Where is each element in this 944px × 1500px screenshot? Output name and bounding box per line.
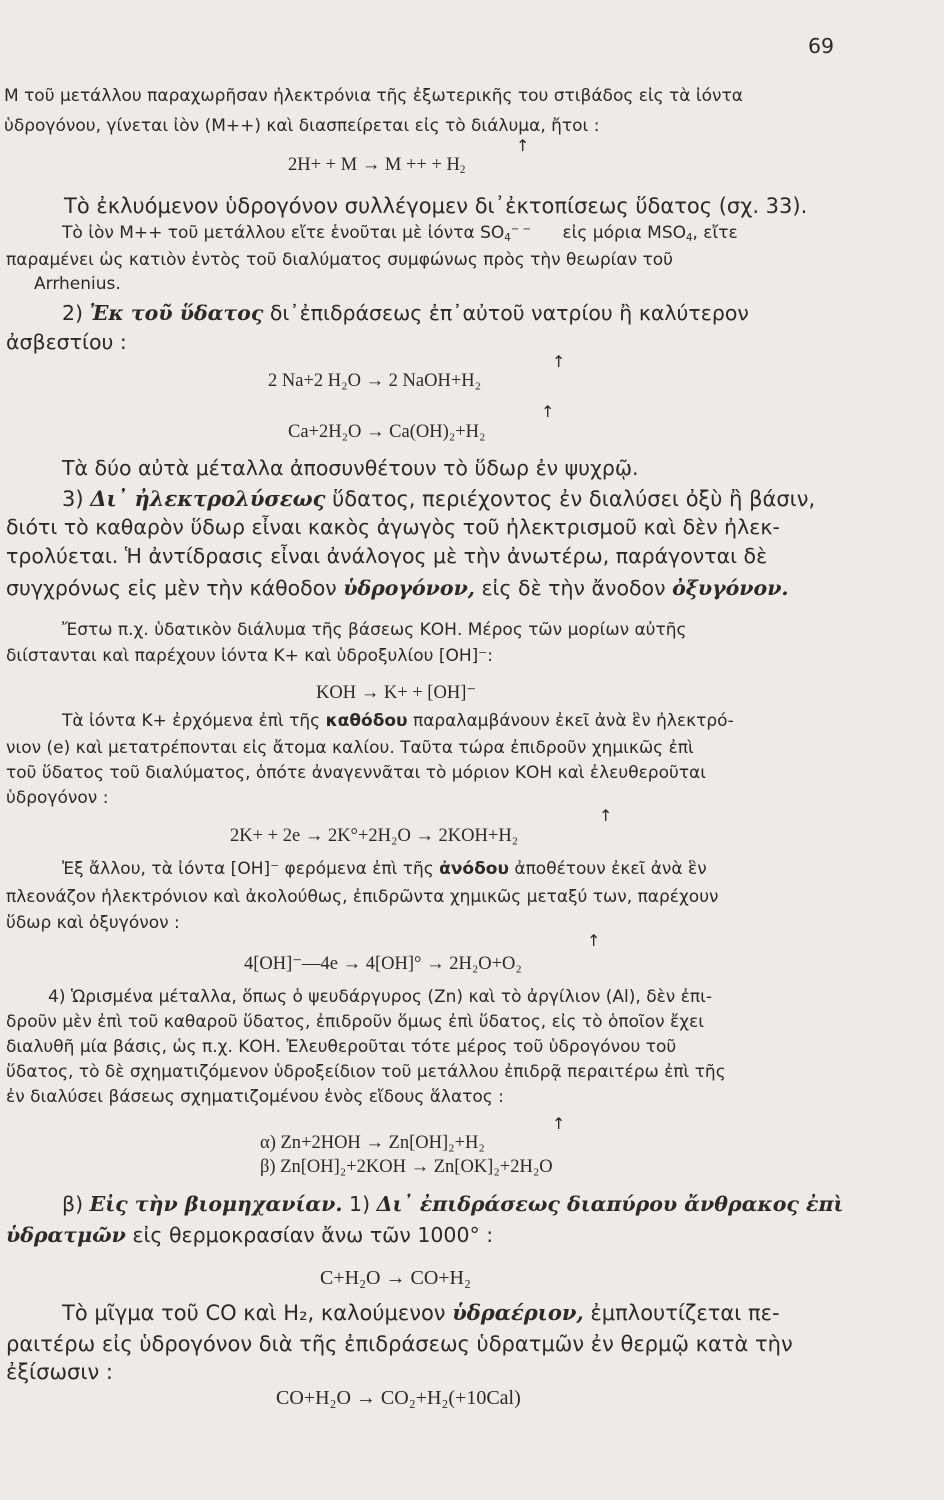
text-line: δροῦν μὲν ἐπὶ τοῦ καθαροῦ ὕδατος, ἐπιδροῦν ὅμως ἐπὶ ὕδατος, εἰς τὸ ὁποῖον ἔχει	[6, 1012, 705, 1032]
equation: 4[OH]⁻—4e → 4[OH]° → 2H₂O+O₂	[244, 954, 522, 974]
equation: α) Zn+2HOH → Zn[OH]₂+H₂	[260, 1133, 485, 1153]
text-line: β) Εἰς τὴν βιομηχανίαν. 1) Δι᾽ ἐπιδράσεως διαπύρου ἄνθρακος ἐπὶ	[62, 1192, 844, 1216]
equation: 2H+ + M → M ++ + $H_2$	[288, 155, 466, 176]
text-line: ὑδρογόνου, γίνεται ἰὸν (Μ++) καὶ διασπείρεται εἰς τὸ διάλυμα, ἤτοι :	[4, 116, 600, 136]
text-line: Μ τοῦ μετάλλου παραχωρῆσαν ἠλεκτρόνια τῆς ἐξωτερικῆς του στιβάδος εἰς τὰ ἰόντα	[4, 86, 743, 106]
text-line: ραιτέρω εἰς ὑδρογόνον διὰ τῆς ἐπιδράσεως ὑδρατμῶν ἐν θερμῷ κατὰ τὴν	[6, 1332, 793, 1356]
text-line: διαλυθῆ μία βάσις, ὡς π.χ. ΚΟΗ. Ἐλευθεροῦται τότε μέρος τοῦ ὑδρογόνου τοῦ	[6, 1037, 677, 1057]
gas-arrow-icon: ↑	[552, 1114, 566, 1133]
page-number: 69	[808, 34, 835, 58]
text-line: ἐξίσωσιν :	[6, 1360, 113, 1384]
text-line: 4) Ὡρισμένα μέταλλα, ὅπως ὁ ψευδάργυρος (Zn) καὶ τὸ ἀργίλιον (Al), δὲν ἐπι-	[48, 987, 713, 1007]
equation: 2 Na+2 H₂O → 2 NaOH+H₂	[268, 371, 482, 391]
text-line: ὕδατος, τὸ δὲ σχηματιζόμενον ὑδροξείδιον τοῦ μετάλλου ἐπιδρᾷ περαιτέρω ἐπὶ τῆς	[6, 1062, 726, 1082]
equation: CO+H₂O → CO₂+H₂(+10Cal)	[276, 1387, 521, 1409]
text-line: συγχρόνως εἰς μὲν τὴν κάθοδον ὑδρογόνον, εἰς δὲ τὴν ἄνοδον ὀξυγόνον.	[6, 576, 789, 600]
text-line: Τὸ ἰὸν Μ++ τοῦ μετάλλου εἴτε ἑνοῦται μὲ ἰόντα $SO_4^{- -}$ εἰς μόρια $MSO_4$, εἴτε	[62, 223, 738, 244]
gas-arrow-icon: ↑	[552, 352, 566, 371]
equation: C+H₂O → CO+H₂	[320, 1267, 471, 1289]
gas-arrow-icon: ↑	[599, 806, 613, 825]
text-line: Ἐξ ἄλλου, τὰ ἰόντα [ΟΗ]⁻ φερόμενα ἐπὶ τῆς ἀνόδου ἀποθέτουν ἐκεῖ ἀνὰ ἓν	[62, 859, 707, 879]
text-line: παραμένει ὡς κατιὸν ἐντὸς τοῦ διαλύματος συμφώνως πρὸς τὴν θεωρίαν τοῦ	[6, 250, 673, 270]
gas-arrow-icon: ↑	[541, 402, 555, 421]
equation: 2K+ + 2e → 2K°+2H₂O → 2KOH+H₂	[230, 826, 519, 846]
equation: β) Zn[OH]₂+2KOH → Zn[OK]₂+2H₂O	[260, 1157, 553, 1177]
text-line: ὑδρατμῶν εἰς θερμοκρασίαν ἄνω τῶν 1000° :	[6, 1223, 494, 1247]
text-line: Ἔστω π.χ. ὑδατικὸν διάλυμα τῆς βάσεως ΚΟΗ. Μέρος τῶν μορίων αὐτῆς	[62, 620, 687, 640]
text-line: ὑδρογόνον :	[6, 788, 109, 808]
text-line: τρολύεται. Ἡ ἀντίδρασις εἶναι ἀνάλογος μὲ τὴν ἀνωτέρω, παράγονται δὲ	[6, 544, 768, 568]
text-line: 2) Ἐκ τοῦ ὕδατος δι᾽ἐπιδράσεως ἐπ᾽αὐτοῦ νατρίου ἢ καλύτερον	[62, 301, 749, 325]
gas-arrow-icon: ↑	[587, 931, 601, 950]
text-line: Arrhenius.	[34, 274, 121, 294]
text-line: Τὸ ἐκλυόμενον ὑδρογόνον συλλέγομεν δι᾽ἐκτοπίσεως ὕδατος (σχ. 33).	[64, 194, 808, 218]
text-line: ἐν διαλύσει βάσεως σχηματιζομένου ἑνὸς εἴδους ἅλατος :	[6, 1087, 504, 1107]
equation: Ca+2H₂O → Ca(OH)₂+H₂	[288, 422, 486, 442]
text-line: διίστανται καὶ παρέχουν ἰόντα Κ+ καὶ ὑδροξυλίου [ΟΗ]⁻:	[6, 646, 493, 666]
text-line: τοῦ ὕδατος τοῦ διαλύματος, ὁπότε ἀναγεννᾶται τὸ μόριον ΚΟΗ καὶ ἐλευθεροῦται	[6, 763, 707, 783]
text-line: Τὰ δύο αὐτὰ μέταλλα ἀποσυνθέτουν τὸ ὕδωρ ἐν ψυχρῷ.	[62, 456, 639, 480]
text-line: πλεονάζον ἠλεκτρόνιον καὶ ἀκολούθως, ἐπιδρῶντα χημικῶς μεταξύ των, παρέχουν	[6, 887, 719, 907]
gas-arrow-icon: ↑	[516, 136, 530, 155]
text-line: νιον (e) καὶ μετατρέπονται εἰς ἄτομα καλίου. Ταῦτα τώρα ἐπιδροῦν χημικῶς ἐπὶ	[6, 738, 694, 758]
text-line: διότι τὸ καθαρὸν ὕδωρ εἶναι κακὸς ἀγωγὸς τοῦ ἠλεκτρισμοῦ καὶ δὲν ἠλεκ-	[6, 515, 780, 539]
text-line: ὕδωρ καὶ ὀξυγόνον :	[6, 913, 180, 933]
text-line: 3) Δι᾽ ἠλεκτρολύσεως ὕδατος, περιέχοντος ἐν διαλύσει ὀξὺ ἢ βάσιν,	[62, 486, 816, 511]
equation: KOH → K+ + [OH]⁻	[316, 683, 477, 703]
text-line: Τὰ ἰόντα Κ+ ἐρχόμενα ἐπὶ τῆς καθόδου παραλαμβάνουν ἐκεῖ ἀνὰ ἓν ἠλεκτρό-	[62, 711, 734, 731]
text-line: ἀσβεστίου :	[6, 330, 127, 354]
text-line: Τὸ μῖγμα τοῦ CO καὶ H₂, καλούμενον ὑδραέριον, ἐμπλουτίζεται πε-	[62, 1300, 780, 1325]
